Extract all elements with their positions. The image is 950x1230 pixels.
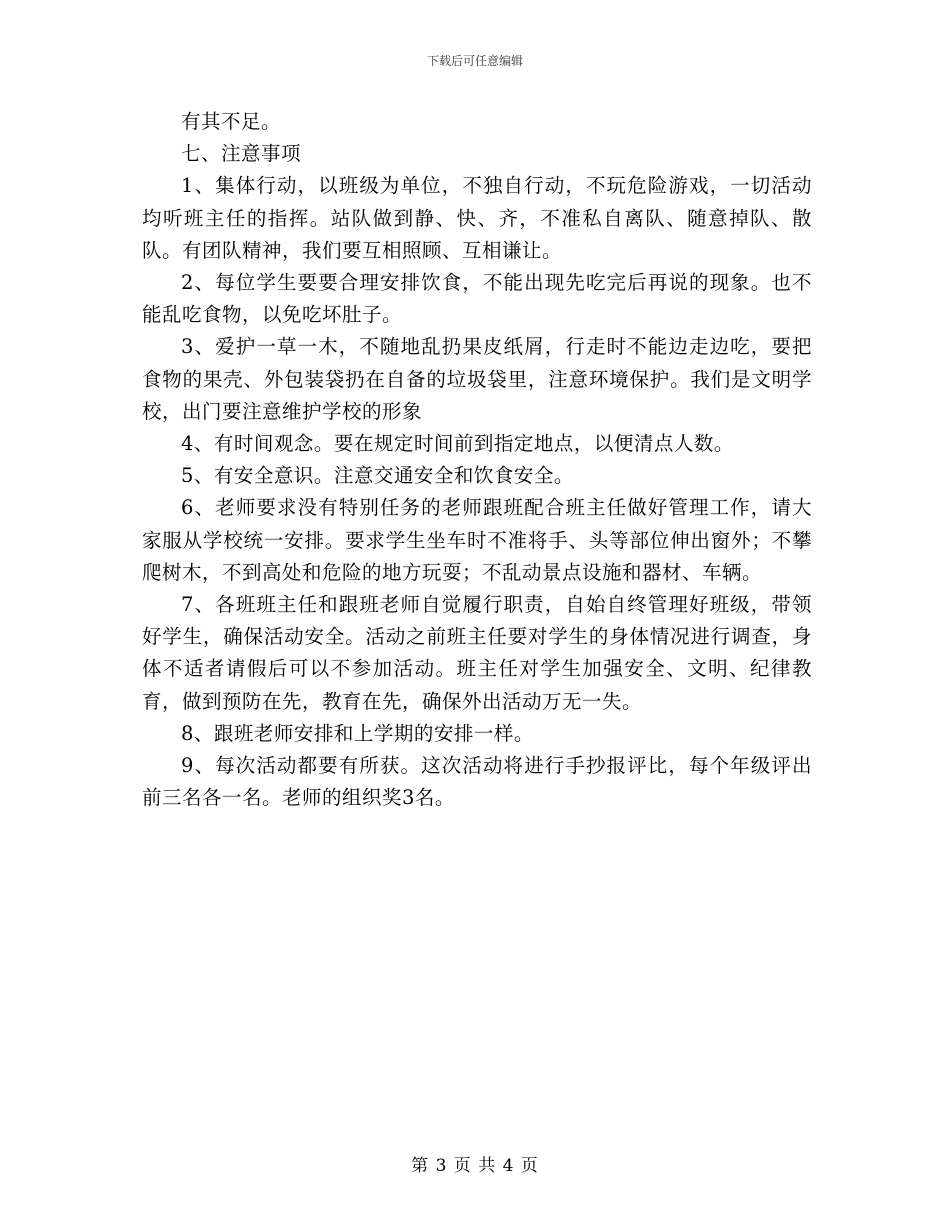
list-item-4: 4、有时间观念。要在规定时间前到指定地点，以便清点人数。 [181, 432, 734, 456]
list-item-2: 2、每位学生要要合理安排饮食，不能出现先吃完后再说的现象。也不能乱吃食物，以免吃坏肚子。 [142, 271, 812, 327]
list-item-7: 7、各班班主任和跟班老师自觉履行职责，自始自终管理好班级，带领好学生，确保活动安全。活动之前班主任要对学生的身体情况进行调查，身体不适者请假后可以不参加活动。班主任对学生加强安全、文明、纪律教育，做到预防在先，教育在先，确保外出活动万无一失。 [142, 593, 812, 713]
document-body [142, 106, 812, 814]
section-heading: 七、注意事项 [181, 142, 302, 166]
list-item-3: 3、爱护一草一木，不随地乱扔果皮纸屑，行走时不能边走边吃，要把食物的果壳、外包装袋扔在自备的垃圾袋里，注意环境保护。我们是文明学校，出门要注意维护学校的形象 [142, 335, 812, 423]
list-item-6: 6、老师要求没有特别任务的老师跟班配合班主任做好管理工作，请大家服从学校统一安排。要求学生坐车时不准将手、头等部位伸出窗外；不攀爬树木，不到高处和危险的地方玩耍；不乱动景点设施和器材、车辆。 [142, 496, 812, 584]
list-item-1: 1、集体行动，以班级为单位，不独自行动，不玩危险游戏，一切活动均听班主任的指挥。站队做到静、快、齐，不准私自离队、随意掉队、散队。有团队精神，我们要互相照顾、互相谦让。 [142, 174, 812, 262]
page-number: 第 3 页 共 4 页 [411, 1156, 539, 1176]
list-item-8: 8、跟班老师安排和上学期的安排一样。 [181, 721, 534, 745]
list-item-9: 9、每次活动都要有所获。这次活动将进行手抄报评比，每个年级评出前三名各一名。老师的组织奖3名。 [142, 754, 812, 810]
paragraph-continuation: 有其不足。 [181, 110, 282, 133]
page-header: 下载后可任意编辑 [426, 54, 523, 68]
list-item-5: 5、有安全意识。注意交通安全和饮食安全。 [181, 464, 574, 488]
